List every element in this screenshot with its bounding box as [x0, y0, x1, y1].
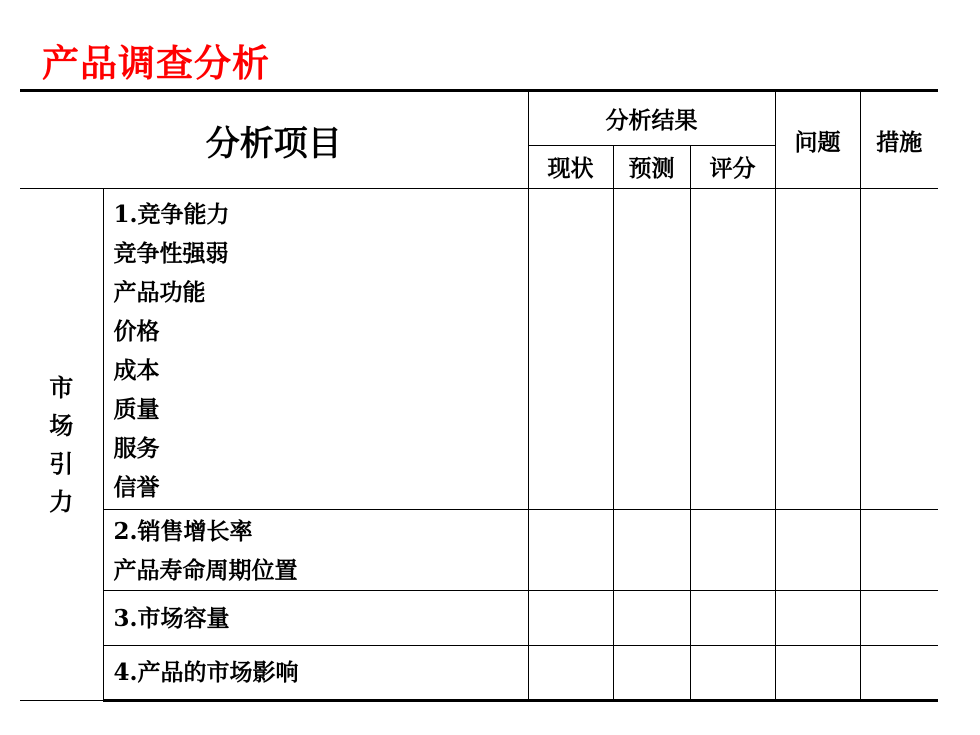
score-cell — [690, 189, 775, 510]
measure-header: 措施 — [860, 91, 938, 189]
analysis-table — [20, 89, 938, 702]
problem-cell — [775, 646, 860, 701]
category-char: 场 — [49, 410, 74, 440]
table-row — [20, 646, 938, 701]
forecast-cell — [613, 646, 690, 701]
problem-cell — [775, 591, 860, 646]
analysis-result-header: 分析结果 — [528, 91, 775, 146]
problem-header: 问题 — [775, 91, 860, 189]
problem-cell — [775, 189, 860, 510]
items-cell — [103, 646, 528, 701]
item-line: 产品寿命周期位置 — [113, 557, 298, 584]
item-line: 价格 — [113, 318, 160, 345]
item-line: 质量 — [113, 396, 160, 423]
score-cell — [690, 591, 775, 646]
measure-cell — [860, 646, 938, 701]
item-line: 2.销售增长率 — [113, 518, 253, 545]
item-line: 3.市场容量 — [113, 604, 230, 632]
forecast-header: 预测 — [613, 145, 690, 188]
item-line: 1.竞争能力 — [113, 201, 230, 228]
item-line: 成本 — [113, 357, 160, 384]
status-header: 现状 — [528, 145, 613, 188]
item-line: 产品功能 — [113, 279, 206, 306]
category-char: 引 — [49, 448, 74, 478]
items-cell — [103, 510, 528, 591]
items-cell — [103, 591, 528, 646]
status-cell — [528, 189, 613, 510]
item-line: 4.产品的市场影响 — [113, 659, 299, 686]
forecast-cell — [613, 510, 690, 591]
category-char: 市 — [49, 372, 74, 402]
item-line: 服务 — [113, 435, 160, 462]
measure-cell — [860, 189, 938, 510]
forecast-cell — [613, 591, 690, 646]
score-header: 评分 — [690, 145, 775, 188]
item-line: 信誉 — [113, 474, 160, 501]
page-title: 产品调查分析 — [42, 42, 270, 85]
score-cell — [690, 510, 775, 591]
category-cell — [20, 189, 103, 701]
category-char: 力 — [49, 486, 74, 516]
status-cell — [528, 591, 613, 646]
measure-cell — [860, 591, 938, 646]
status-cell — [528, 646, 613, 701]
measure-cell — [860, 510, 938, 591]
table-row — [20, 510, 938, 591]
score-cell — [690, 646, 775, 701]
header-row-1 — [20, 91, 938, 146]
table-row — [20, 591, 938, 646]
forecast-cell — [613, 189, 690, 510]
item-line: 竞争性强弱 — [113, 240, 229, 267]
analysis-item-header: 分析项目 — [20, 91, 528, 189]
table-row — [20, 189, 938, 510]
items-cell — [103, 189, 528, 510]
problem-cell — [775, 510, 860, 591]
status-cell — [528, 510, 613, 591]
